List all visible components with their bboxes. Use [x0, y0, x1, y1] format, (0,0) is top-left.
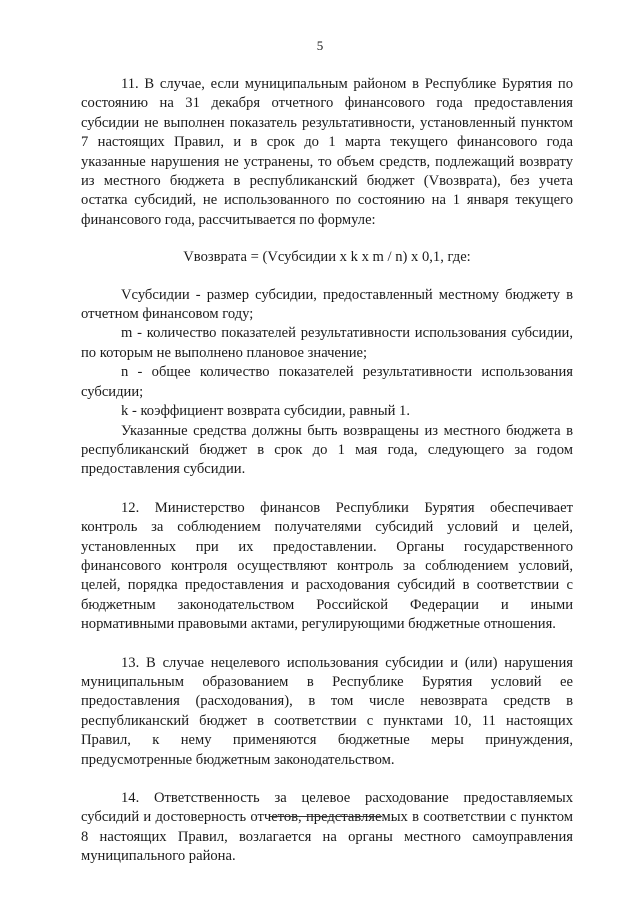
definition-n: n - общее количество показателей результативности использования субсидии; — [81, 364, 573, 400]
page-number: 5 — [316, 38, 324, 53]
paragraph-12: 12. Министерство финансов Республики Бурятия обеспечивает контроль за соблюдением получателями субсидий условий и целей, установленных при их предоставлении. Органы государственного финансового контроля осуществляют контроль за соблюдением условий, целей, порядка предоставления и расходования субсидий в соответствии с бюджетным законодательством Российской Федерации и иными нормативными правовыми актами, регулирующими бюджетные отношения. — [81, 499, 573, 633]
paragraph-13: 13. В случае нецелевого использования субсидии и (или) нарушения муниципальным образованием в Республике Бурятия условий ее предоставления (расходования), в том числе невозврата средств в республиканский бюджет в соответствии с пунктами 10, 11 настоящих Правил, к нему применяются бюджетные меры принуждения, предусмотренные бюджетным законодательством. — [81, 654, 573, 768]
end-separator-line — [270, 816, 382, 817]
paragraph-11-return: Указанные средства должны быть возвращены из местного бюджета в республиканский бюджет в срок до 1 мая года, следующего за годом предоставления субсидии. — [81, 422, 573, 478]
return-formula: Vвозврата = (Vсубсидии x k x m / n) x 0,1, где: — [183, 249, 471, 266]
paragraph-14: 14. Ответственность за целевое расходование предоставляемых субсидий и достоверность отчетов, представляемых в соответствии с пунктом 8 настоящих Правил, возлагается на органы местного самоуправления муниципального района. — [81, 790, 573, 865]
definition-v-subsidy: Vсубсидии - размер субсидии, предоставленный местному бюджету в отчетном финансовом году; — [81, 286, 573, 323]
definition-k: k - коэффициент возврата субсидии, равный 1. — [121, 403, 410, 420]
document-body — [81, 75, 573, 867]
definition-m: m - количество показателей результативности использования субсидии, по которым не выполнено плановое значение; — [81, 325, 573, 361]
paragraph-11: 11. В случае, если муниципальным районом в Республике Бурятия по состоянию на 31 декабря отчетного финансового года предоставления субсидии не выполнен показатель результативности, установленный пунктом 7 настоящих Правил, и в срок до 1 марта текущего финансового года указанные нарушения не устранены, то объем средств, подлежащий возврату из местного бюджета в республиканский бюджет (Vвозврата), без учета остатка субсидий, не использованного по состоянию на 1 января текущего финансового года, рассчитывается по формуле: — [81, 76, 573, 228]
